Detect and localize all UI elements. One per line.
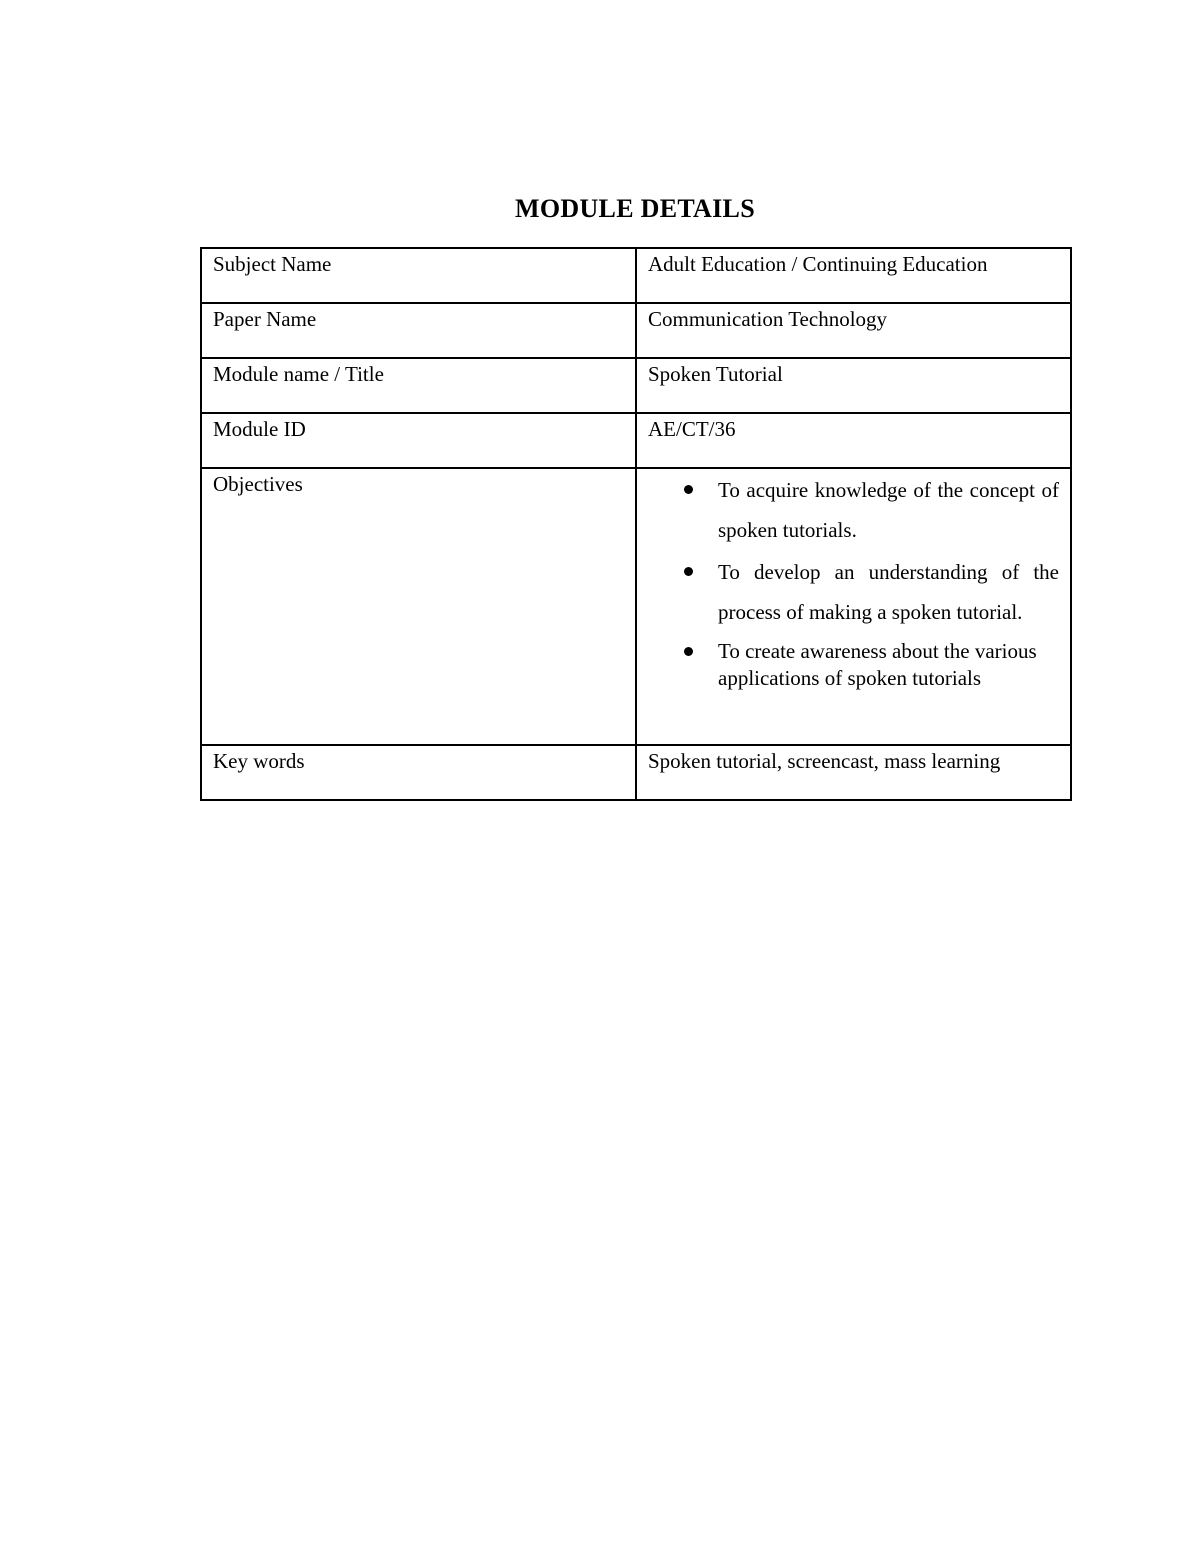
objective-item — [648, 638, 1059, 692]
row-label: Key words — [201, 745, 636, 800]
row-label: Module ID — [201, 413, 636, 468]
row-value: AE/CT/36 — [636, 413, 1071, 468]
page-title: MODULE DETAILS — [515, 194, 755, 223]
row-value: Adult Education / Continuing Education — [636, 248, 1071, 303]
table-row-paper-name — [201, 303, 1071, 358]
table-row-key-words — [201, 745, 1071, 800]
objective-text: To acquire knowledge of the concept of spoken tutorials. — [718, 478, 1059, 542]
row-value: Spoken Tutorial — [636, 358, 1071, 413]
objective-item — [648, 552, 1059, 632]
bullet-icon — [684, 485, 693, 494]
row-label: Paper Name — [201, 303, 636, 358]
objective-item — [648, 470, 1059, 550]
table-row-module-id — [201, 413, 1071, 468]
objectives-cell — [636, 468, 1071, 745]
module-details-table — [200, 247, 1072, 801]
row-label: Module name / Title — [201, 358, 636, 413]
table-row-subject-name — [201, 248, 1071, 303]
objective-text: To create awareness about the various applications of spoken tutorials — [718, 639, 1037, 690]
bullet-icon — [684, 567, 693, 576]
row-value: Communication Technology — [636, 303, 1071, 358]
bullet-icon — [684, 647, 693, 656]
objective-text: To develop an understanding of the process of making a spoken tutorial. — [718, 560, 1059, 624]
row-label: Subject Name — [201, 248, 636, 303]
objectives-list — [648, 470, 1059, 692]
row-label: Objectives — [201, 468, 636, 745]
table-row-module-title — [201, 358, 1071, 413]
row-value: Spoken tutorial, screencast, mass learning — [636, 745, 1071, 800]
table-row-objectives — [201, 468, 1071, 745]
